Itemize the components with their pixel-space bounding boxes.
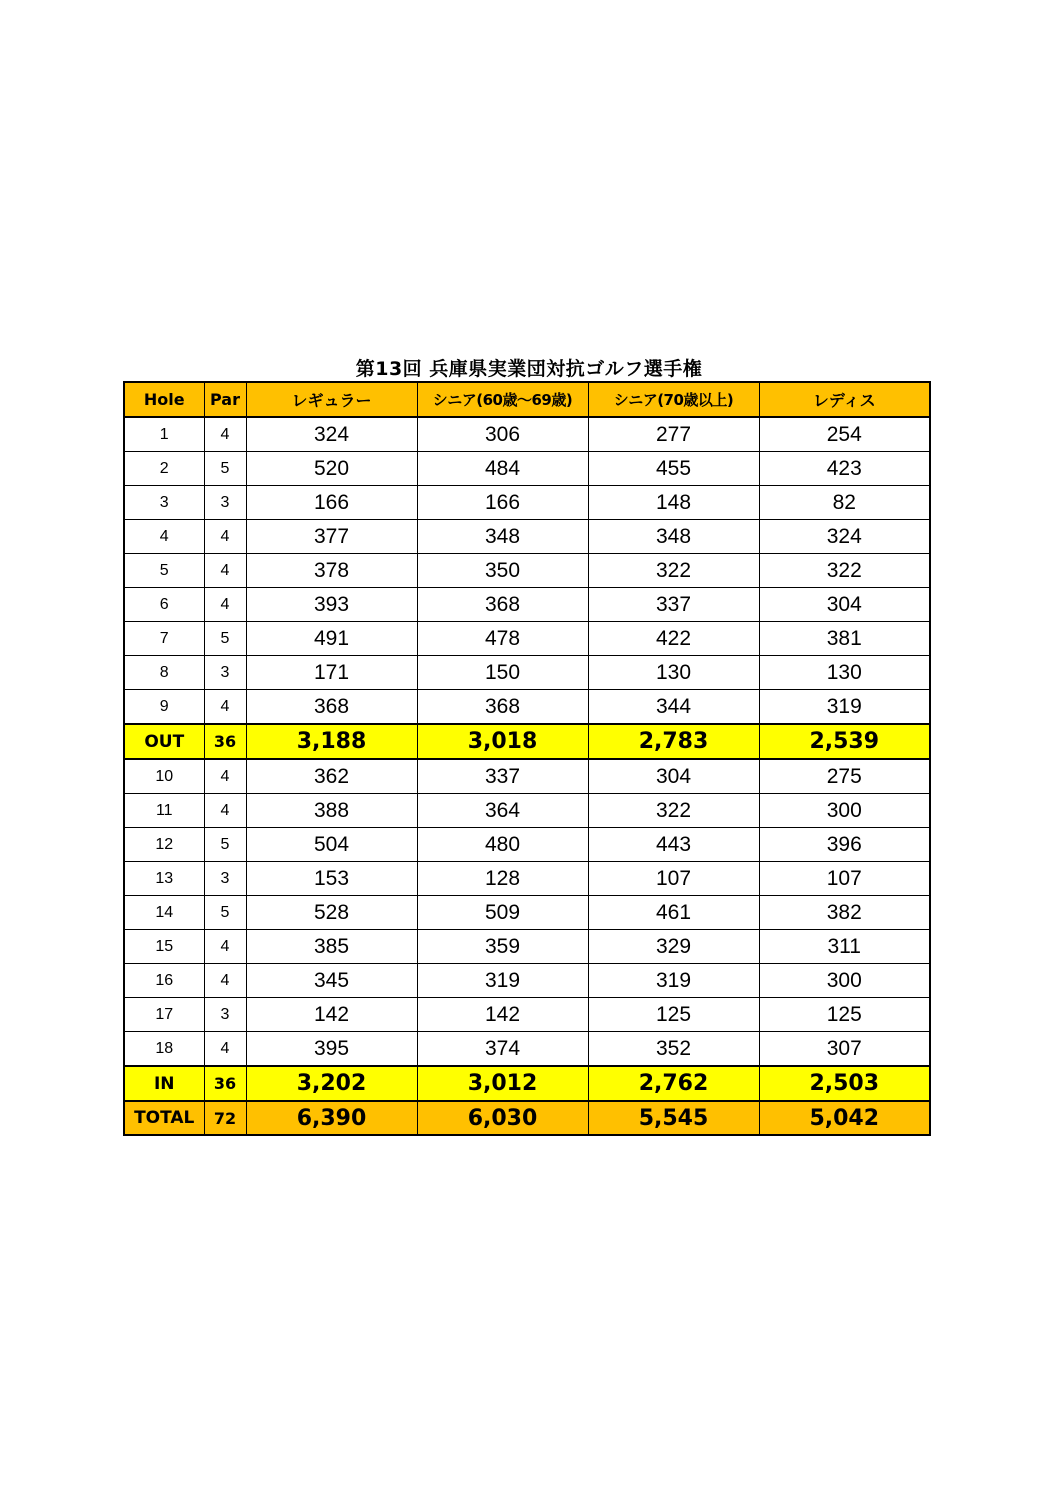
yardage-senior-60-69: 337 — [417, 759, 588, 794]
yardage-ladies: 382 — [759, 896, 930, 930]
out-subtotal-senior-60-69: 3,018 — [417, 724, 588, 759]
hole-number: 16 — [124, 964, 204, 998]
hole-number: 15 — [124, 930, 204, 964]
page-title: 第13回 兵庫県実業団対抗ゴルフ選手権 — [355, 358, 703, 380]
yardage-senior-70-plus: 443 — [588, 828, 759, 862]
yardage-ladies: 254 — [759, 417, 930, 452]
header-senior-70-plus: シニア(70歳以上) — [588, 382, 759, 417]
yardage-regular: 368 — [246, 690, 417, 725]
yardage-ladies: 311 — [759, 930, 930, 964]
hole-number: 14 — [124, 896, 204, 930]
yardage-senior-70-plus: 348 — [588, 520, 759, 554]
par-value: 5 — [204, 896, 246, 930]
header-row — [124, 382, 930, 417]
grand-total-regular: 6,390 — [246, 1101, 417, 1135]
yardage-senior-70-plus: 322 — [588, 554, 759, 588]
table-row — [124, 656, 930, 690]
table-row — [124, 622, 930, 656]
in-subtotal-label: IN — [124, 1066, 204, 1101]
yardage-senior-70-plus: 322 — [588, 794, 759, 828]
hole-number: 6 — [124, 588, 204, 622]
yardage-regular: 491 — [246, 622, 417, 656]
yardage-ladies: 381 — [759, 622, 930, 656]
yardage-ladies: 304 — [759, 588, 930, 622]
hole-number: 10 — [124, 759, 204, 794]
header-hole: Hole — [124, 382, 204, 417]
out-subtotal-label: OUT — [124, 724, 204, 759]
yardage-senior-70-plus: 148 — [588, 486, 759, 520]
yardage-senior-60-69: 166 — [417, 486, 588, 520]
in-subtotal-row — [124, 1066, 930, 1101]
yardage-regular: 520 — [246, 452, 417, 486]
table-row — [124, 486, 930, 520]
yardage-senior-70-plus: 304 — [588, 759, 759, 794]
par-value: 4 — [204, 930, 246, 964]
yardage-senior-60-69: 319 — [417, 964, 588, 998]
out-subtotal-par: 36 — [204, 724, 246, 759]
yardage-ladies: 324 — [759, 520, 930, 554]
par-value: 5 — [204, 828, 246, 862]
hole-number: 13 — [124, 862, 204, 896]
par-value: 4 — [204, 964, 246, 998]
yardage-regular: 166 — [246, 486, 417, 520]
grand-total-ladies: 5,042 — [759, 1101, 930, 1135]
header-senior-60-69: シニア(60歳～69歳) — [417, 382, 588, 417]
table-row — [124, 828, 930, 862]
hole-number: 5 — [124, 554, 204, 588]
par-value: 4 — [204, 554, 246, 588]
table-row — [124, 1032, 930, 1067]
out-subtotal-senior-70-plus: 2,783 — [588, 724, 759, 759]
yardage-ladies: 423 — [759, 452, 930, 486]
par-value: 5 — [204, 622, 246, 656]
grand-total-senior-60-69: 6,030 — [417, 1101, 588, 1135]
table-row — [124, 452, 930, 486]
table-row — [124, 759, 930, 794]
hole-number: 8 — [124, 656, 204, 690]
yardage-regular: 528 — [246, 896, 417, 930]
grand-total-par: 72 — [204, 1101, 246, 1135]
yardage-regular: 378 — [246, 554, 417, 588]
yardage-senior-70-plus: 337 — [588, 588, 759, 622]
yardage-senior-60-69: 509 — [417, 896, 588, 930]
yardage-regular: 393 — [246, 588, 417, 622]
yardage-regular: 345 — [246, 964, 417, 998]
yardage-senior-70-plus: 422 — [588, 622, 759, 656]
out-subtotal-row — [124, 724, 930, 759]
scorecard-table — [123, 381, 931, 1136]
yardage-senior-60-69: 374 — [417, 1032, 588, 1067]
par-value: 4 — [204, 759, 246, 794]
yardage-ladies: 322 — [759, 554, 930, 588]
hole-number: 12 — [124, 828, 204, 862]
table-row — [124, 588, 930, 622]
hole-number: 17 — [124, 998, 204, 1032]
yardage-ladies: 300 — [759, 794, 930, 828]
hole-number: 4 — [124, 520, 204, 554]
yardage-ladies: 319 — [759, 690, 930, 725]
hole-number: 9 — [124, 690, 204, 725]
table-row — [124, 554, 930, 588]
yardage-senior-70-plus: 277 — [588, 417, 759, 452]
yardage-senior-70-plus: 352 — [588, 1032, 759, 1067]
yardage-ladies: 82 — [759, 486, 930, 520]
yardage-senior-60-69: 350 — [417, 554, 588, 588]
yardage-ladies: 275 — [759, 759, 930, 794]
yardage-senior-60-69: 478 — [417, 622, 588, 656]
table-row — [124, 862, 930, 896]
par-value: 3 — [204, 656, 246, 690]
in-subtotal-senior-70-plus: 2,762 — [588, 1066, 759, 1101]
yardage-senior-60-69: 142 — [417, 998, 588, 1032]
yardage-ladies: 396 — [759, 828, 930, 862]
yardage-senior-60-69: 368 — [417, 588, 588, 622]
hole-number: 11 — [124, 794, 204, 828]
par-value: 3 — [204, 486, 246, 520]
yardage-senior-60-69: 128 — [417, 862, 588, 896]
table-row — [124, 930, 930, 964]
grand-total-row — [124, 1101, 930, 1135]
table-row — [124, 417, 930, 452]
header-regular: レギュラー — [246, 382, 417, 417]
out-subtotal-regular: 3,188 — [246, 724, 417, 759]
table-row — [124, 964, 930, 998]
header-par: Par — [204, 382, 246, 417]
yardage-regular: 153 — [246, 862, 417, 896]
par-value: 5 — [204, 452, 246, 486]
yardage-senior-60-69: 484 — [417, 452, 588, 486]
par-value: 4 — [204, 588, 246, 622]
table-row — [124, 520, 930, 554]
yardage-regular: 324 — [246, 417, 417, 452]
par-value: 4 — [204, 1032, 246, 1067]
table-row — [124, 690, 930, 725]
par-value: 4 — [204, 520, 246, 554]
yardage-senior-60-69: 306 — [417, 417, 588, 452]
table-row — [124, 794, 930, 828]
par-value: 3 — [204, 998, 246, 1032]
table-row — [124, 896, 930, 930]
yardage-senior-60-69: 364 — [417, 794, 588, 828]
in-subtotal-ladies: 2,503 — [759, 1066, 930, 1101]
par-value: 4 — [204, 417, 246, 452]
hole-number: 18 — [124, 1032, 204, 1067]
in-subtotal-regular: 3,202 — [246, 1066, 417, 1101]
out-subtotal-ladies: 2,539 — [759, 724, 930, 759]
yardage-senior-70-plus: 319 — [588, 964, 759, 998]
grand-total-senior-70-plus: 5,545 — [588, 1101, 759, 1135]
yardage-regular: 504 — [246, 828, 417, 862]
yardage-ladies: 125 — [759, 998, 930, 1032]
yardage-senior-70-plus: 329 — [588, 930, 759, 964]
yardage-regular: 171 — [246, 656, 417, 690]
yardage-ladies: 307 — [759, 1032, 930, 1067]
yardage-senior-60-69: 368 — [417, 690, 588, 725]
yardage-senior-70-plus: 461 — [588, 896, 759, 930]
hole-number: 7 — [124, 622, 204, 656]
yardage-senior-60-69: 348 — [417, 520, 588, 554]
yardage-senior-60-69: 150 — [417, 656, 588, 690]
yardage-senior-70-plus: 125 — [588, 998, 759, 1032]
yardage-regular: 385 — [246, 930, 417, 964]
yardage-senior-60-69: 359 — [417, 930, 588, 964]
grand-total-label: TOTAL — [124, 1101, 204, 1135]
yardage-senior-70-plus: 130 — [588, 656, 759, 690]
yardage-ladies: 130 — [759, 656, 930, 690]
yardage-senior-70-plus: 107 — [588, 862, 759, 896]
yardage-regular: 362 — [246, 759, 417, 794]
table-row — [124, 998, 930, 1032]
yardage-senior-70-plus: 344 — [588, 690, 759, 725]
yardage-regular: 395 — [246, 1032, 417, 1067]
hole-number: 1 — [124, 417, 204, 452]
yardage-regular: 377 — [246, 520, 417, 554]
hole-number: 2 — [124, 452, 204, 486]
hole-number: 3 — [124, 486, 204, 520]
yardage-regular: 142 — [246, 998, 417, 1032]
yardage-ladies: 300 — [759, 964, 930, 998]
header-ladies: レディス — [759, 382, 930, 417]
par-value: 3 — [204, 862, 246, 896]
yardage-senior-70-plus: 455 — [588, 452, 759, 486]
par-value: 4 — [204, 690, 246, 725]
in-subtotal-senior-60-69: 3,012 — [417, 1066, 588, 1101]
yardage-regular: 388 — [246, 794, 417, 828]
par-value: 4 — [204, 794, 246, 828]
yardage-ladies: 107 — [759, 862, 930, 896]
yardage-senior-60-69: 480 — [417, 828, 588, 862]
in-subtotal-par: 36 — [204, 1066, 246, 1101]
